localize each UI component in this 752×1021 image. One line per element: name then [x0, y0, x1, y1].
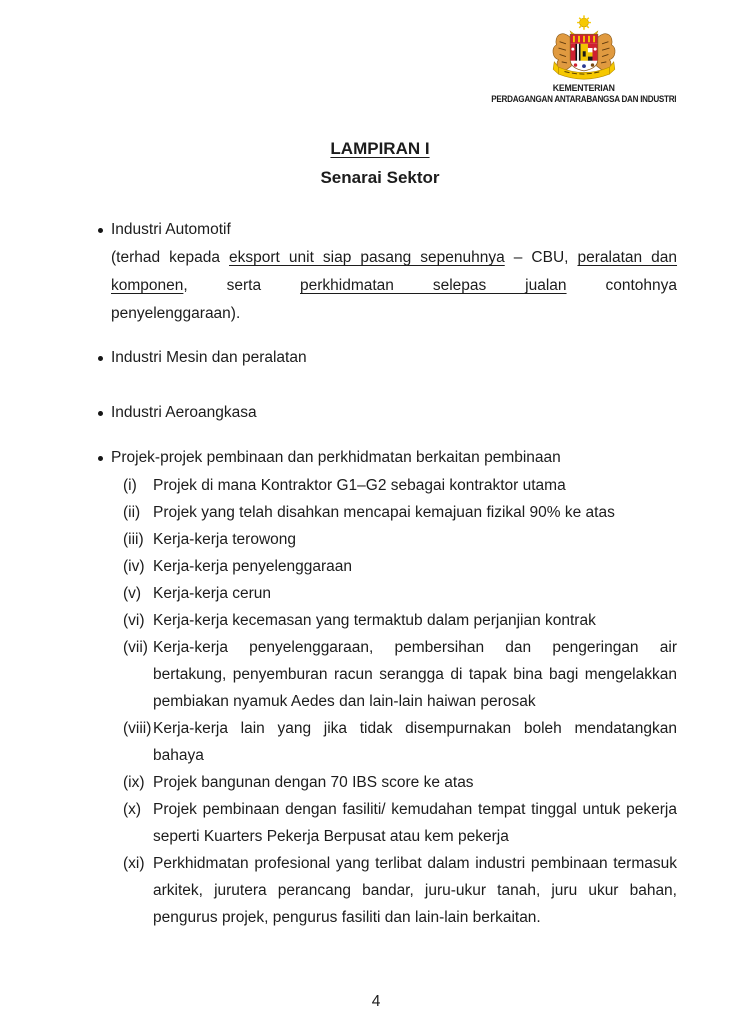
item-number: (v) — [123, 585, 142, 602]
list-item-vi — [111, 607, 677, 634]
bullet-label: Industri Automotif — [111, 221, 231, 238]
list-item-i — [111, 472, 677, 499]
item-line: Perkhidmatan profesional yang terlibat dalam industri pembinaan termasuk — [153, 855, 677, 872]
underlined-phrase: perkhidmatan selepas jualan — [300, 277, 567, 294]
item-line: arkitek, jurutera perancang bandar, juru-ukur tanah, juru ukur bahan, — [153, 882, 677, 899]
item-number: (ix) — [123, 774, 145, 791]
ministry-name-line1: KEMENTERIAN — [552, 83, 616, 94]
bullet-dot-icon — [98, 356, 103, 361]
item-line: bahaya — [153, 747, 204, 764]
bullet-item-pembinaan — [111, 444, 677, 472]
item-line: pembiakan nyamuk Aedes dan lain-lain haiwan perosak — [153, 693, 536, 710]
ministry-name-line2: PERDAGANGAN ANTARABANGSA DAN INDUSTRI — [491, 94, 677, 104]
list-item-viii — [111, 715, 677, 769]
underlined-phrase: peralatan dan — [577, 249, 678, 266]
item-line: Kerja-kerja penyelenggaraan — [153, 558, 353, 575]
item-number: (vi) — [123, 612, 145, 629]
list-item-x — [111, 796, 677, 850]
item-line: pengurus projek, pengurus fasiliti dan lain-lain berkaitan. — [153, 909, 541, 926]
bullet-label: Projek-projek pembinaan dan perkhidmatan berkaitan pembinaan — [111, 449, 561, 466]
item-number: (ii) — [123, 504, 141, 521]
item-line: Projek yang telah disahkan mencapai kemajuan fizikal 90% ke atas — [153, 504, 615, 521]
item-number: (iv) — [123, 558, 145, 575]
bullet-dot-icon — [98, 411, 103, 416]
item-number: (i) — [123, 477, 137, 494]
underlined-phrase: eksport unit siap pasang sepenuhnya — [229, 249, 505, 266]
bullet-item-automotif — [111, 216, 677, 328]
item-line: Projek pembinaan dengan fasiliti/ kemudahan tempat tinggal untuk pekerja — [153, 801, 677, 818]
list-item-ix — [111, 769, 677, 796]
item-number: (x) — [123, 801, 142, 818]
title-block — [0, 134, 752, 192]
list-item-xi — [111, 850, 677, 931]
list-item-ii — [111, 499, 677, 526]
bullet-dot-icon — [98, 456, 103, 461]
item-line: Kerja-kerja terowong — [153, 531, 297, 548]
bullet-dot-icon — [98, 228, 103, 233]
bullet-note-line: penyelenggaraan). — [111, 305, 241, 322]
item-line: Kerja-kerja cerun — [153, 585, 272, 602]
appendix-subtitle: Senarai Sektor — [320, 168, 440, 187]
item-number: (xi) — [123, 855, 145, 872]
list-item-v — [111, 580, 677, 607]
item-line: bertakung, penyemburan racun serangga di tapak bina bagi mengelakkan — [153, 666, 677, 683]
underlined-phrase: komponen — [111, 277, 184, 294]
bullet-item-mesin — [111, 344, 677, 372]
item-number: (iii) — [123, 531, 144, 548]
bullet-item-aeroangkasa — [111, 399, 677, 427]
item-line: Kerja-kerja penyelenggaraan, pembersihan dan pengeringan air — [153, 639, 677, 656]
bullet-label: Industri Mesin dan peralatan — [111, 349, 307, 366]
list-item-iv — [111, 553, 677, 580]
bullet-note-line: komponen, serta perkhidmatan selepas jualan contohnya — [111, 277, 677, 294]
item-number: (viii) — [123, 720, 152, 737]
item-line: Kerja-kerja kecemasan yang termaktub dalam perjanjian kontrak — [153, 612, 596, 629]
numbered-list — [111, 472, 677, 931]
list-item-iii — [111, 526, 677, 553]
item-number: (vii) — [123, 639, 148, 656]
bullet-note-line: (terhad kepada eksport unit siap pasang sepenuhnya – CBU, peralatan dan — [111, 249, 678, 266]
list-item-vii — [111, 634, 677, 715]
appendix-title: LAMPIRAN I — [330, 139, 430, 158]
coat-of-arms-icon — [546, 13, 622, 81]
item-line: Kerja-kerja lain yang jika tidak disempurnakan boleh mendatangkan — [153, 720, 677, 737]
item-line: Projek bangunan dengan 70 IBS score ke atas — [153, 774, 474, 791]
item-line: Projek di mana Kontraktor G1–G2 sebagai kontraktor utama — [153, 477, 566, 494]
bullet-label: Industri Aeroangkasa — [111, 404, 257, 421]
item-line: seperti Kuarters Pekerja Berpusat atau kem pekerja — [153, 828, 509, 845]
ministry-logo — [492, 13, 676, 105]
page-number: 4 — [371, 993, 381, 1010]
